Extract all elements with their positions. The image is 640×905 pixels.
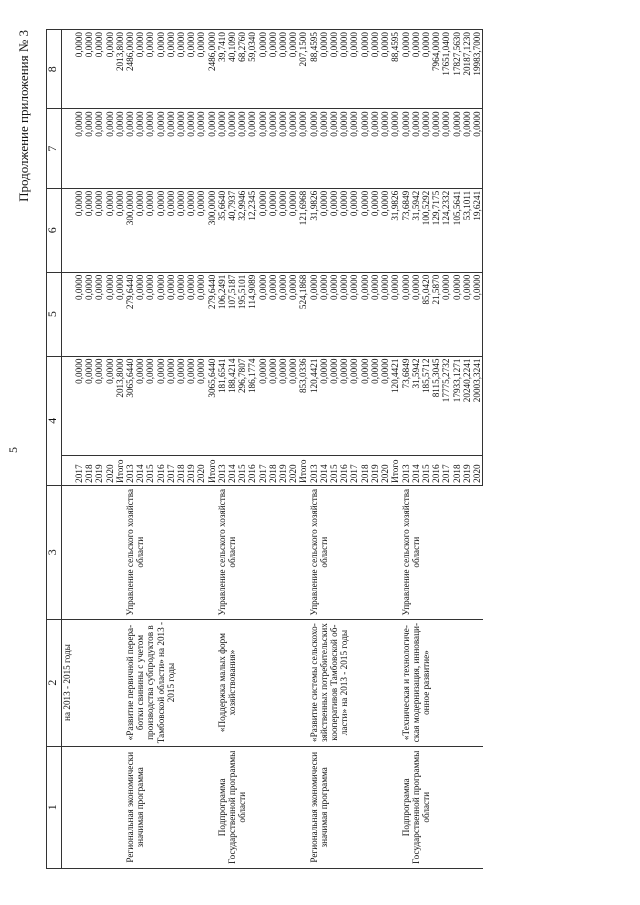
amount-cell: 0,0000: [329, 188, 339, 272]
amount-cell: 186,1774: [247, 356, 257, 456]
continuation-label: на 2013 - 2015 годы: [62, 619, 75, 746]
program-type-cell: [74, 746, 125, 868]
amount-cell: 0,0000: [268, 30, 278, 109]
amount-cell: 0,0000: [176, 188, 186, 272]
column-header: 8: [47, 30, 62, 109]
amount-cell: 0,0000: [105, 272, 115, 356]
amount-cell: 0,0000: [237, 109, 247, 188]
amount-cell: 0,0000: [115, 272, 125, 356]
amount-cell: 0,0000: [349, 356, 359, 456]
year-cell: 2018: [84, 456, 94, 485]
amount-cell: 0,0000: [207, 109, 217, 188]
amount-cell: 0,0000: [319, 109, 329, 188]
amount-cell: 0,0000: [247, 109, 257, 188]
amount-cell: 0,0000: [380, 272, 390, 356]
amount-cell: 0,0000: [145, 109, 155, 188]
amount-cell: 0,0000: [288, 356, 298, 456]
amount-cell: 0,0000: [156, 272, 166, 356]
amount-cell: 0,0000: [74, 109, 84, 188]
executor-cell: [74, 485, 125, 619]
amount-cell: 0,0000: [360, 356, 370, 456]
amount-cell: 296,7807: [237, 356, 247, 456]
amount-cell: 8115,3045: [431, 356, 441, 456]
amount-cell: 31,9826: [309, 188, 319, 272]
column-header: 3: [47, 485, 62, 619]
amount-cell: 0,0000: [411, 109, 421, 188]
amount-cell: 12,2345: [247, 188, 257, 272]
amount-cell: 21,5870: [431, 272, 441, 356]
amount-cell: 0,0000: [84, 109, 94, 188]
year-cell: 2020: [196, 456, 206, 485]
table-row: [217, 30, 227, 869]
year-cell: 2020: [288, 456, 298, 485]
amount-cell: 0,0000: [196, 188, 206, 272]
year-cell: 2014: [411, 456, 421, 485]
amount-cell: 0,0000: [370, 30, 380, 109]
year-cell: Итого: [390, 456, 400, 485]
amount-cell: 0,0000: [370, 356, 380, 456]
year-cell: 2015: [421, 456, 431, 485]
amount-cell: 20003,3241: [472, 356, 483, 456]
amount-cell: 0,0000: [360, 109, 370, 188]
amount-cell: 100,5292: [421, 188, 431, 272]
amount-cell: 0,0000: [115, 188, 125, 272]
amount-cell: 0,0000: [401, 30, 411, 109]
amount-cell: 53,1011: [462, 188, 472, 272]
amount-cell: 0,0000: [472, 272, 483, 356]
amount-cell: 3065,6440: [207, 356, 217, 456]
year-cell: 2014: [227, 456, 237, 485]
amount-cell: 0,0000: [94, 272, 104, 356]
amount-cell: 0,0000: [339, 109, 349, 188]
amount-cell: 0,0000: [115, 109, 125, 188]
amount-cell: 0,0000: [370, 188, 380, 272]
amount-cell: 0,0000: [278, 109, 288, 188]
year-cell: 2017: [74, 456, 84, 485]
amount-cell: 0,0000: [452, 272, 462, 356]
column-header: 4: [47, 356, 62, 485]
amount-cell: 114,9089: [247, 272, 257, 356]
amount-cell: 19983,7000: [472, 30, 483, 109]
amount-cell: 0,0000: [349, 272, 359, 356]
amount-cell: 0,0000: [258, 109, 268, 188]
amount-cell: 0,0000: [360, 30, 370, 109]
amount-cell: 207,1500: [298, 30, 308, 109]
appendix-title: Продолжение приложения № 3: [16, 30, 31, 202]
year-cell: 2014: [135, 456, 145, 485]
amount-cell: 0,0000: [186, 356, 196, 456]
amount-cell: 0,0000: [288, 188, 298, 272]
continuation-row: [62, 30, 75, 869]
year-cell: 2018: [176, 456, 186, 485]
amount-cell: 85,0420: [421, 272, 431, 356]
amount-cell: 0,0000: [217, 109, 227, 188]
amount-cell: 17775,2732: [441, 356, 451, 456]
amount-cell: 0,0000: [452, 109, 462, 188]
amount-cell: 0,0000: [339, 30, 349, 109]
amount-cell: 20240,2241: [462, 356, 472, 456]
year-cell: 2013: [309, 456, 319, 485]
year-cell: 2014: [319, 456, 329, 485]
table-header-row: [47, 30, 62, 869]
amount-cell: 853,0336: [298, 356, 308, 456]
amount-cell: 185,5712: [421, 356, 431, 456]
amount-cell: 0,0000: [186, 109, 196, 188]
amount-cell: 0,0000: [288, 272, 298, 356]
amount-cell: 0,0000: [258, 188, 268, 272]
amount-cell: 0,0000: [319, 30, 329, 109]
funding-table: [46, 29, 483, 869]
amount-cell: 0,0000: [227, 109, 237, 188]
amount-cell: 0,0000: [186, 188, 196, 272]
year-cell: 2017: [166, 456, 176, 485]
amount-cell: 181,6541: [217, 356, 227, 456]
amount-cell: 32,9946: [237, 188, 247, 272]
amount-cell: 0,0000: [105, 109, 115, 188]
amount-cell: 0,0000: [329, 272, 339, 356]
table-row: [309, 30, 319, 869]
amount-cell: 120,4421: [390, 356, 400, 456]
amount-cell: 2013,8000: [115, 356, 125, 456]
year-cell: 2016: [156, 456, 166, 485]
executor-cell: Управление сельского хозяйства области: [125, 485, 217, 619]
amount-cell: 20187,1230: [462, 30, 472, 109]
year-cell: 2018: [268, 456, 278, 485]
amount-cell: 0,0000: [176, 109, 186, 188]
amount-cell: 31,5942: [411, 356, 421, 456]
amount-cell: 0,0000: [462, 272, 472, 356]
year-cell: 2013: [217, 456, 227, 485]
amount-cell: 0,0000: [125, 109, 135, 188]
column-header: 5: [47, 272, 62, 356]
amount-cell: 0,0000: [176, 272, 186, 356]
amount-cell: 0,0000: [105, 30, 115, 109]
amount-cell: 0,0000: [472, 109, 483, 188]
amount-cell: 0,0000: [94, 109, 104, 188]
amount-cell: 0,0000: [166, 356, 176, 456]
amount-cell: 0,0000: [74, 356, 84, 456]
amount-cell: 0,0000: [278, 272, 288, 356]
amount-cell: 0,0000: [105, 356, 115, 456]
year-cell: 2020: [105, 456, 115, 485]
year-cell: 2015: [145, 456, 155, 485]
amount-cell: 88,4595: [390, 30, 400, 109]
amount-cell: 0,0000: [329, 30, 339, 109]
amount-cell: 0,0000: [349, 109, 359, 188]
amount-cell: 0,0000: [278, 188, 288, 272]
amount-cell: 0,0000: [380, 356, 390, 456]
amount-cell: 0,0000: [309, 109, 319, 188]
amount-cell: 300,0000: [125, 188, 135, 272]
amount-cell: 120,4421: [309, 356, 319, 456]
program-type-cell: Региональная экономически значимая программа: [309, 746, 401, 868]
amount-cell: 40,7937: [227, 188, 237, 272]
amount-cell: 524,1868: [298, 272, 308, 356]
amount-cell: 0,0000: [278, 356, 288, 456]
program-type-cell: Подпрограмма Государственной программы области: [217, 746, 309, 868]
year-cell: 2019: [278, 456, 288, 485]
amount-cell: 0,0000: [370, 109, 380, 188]
amount-cell: 0,0000: [84, 272, 94, 356]
amount-cell: 17933,1271: [452, 356, 462, 456]
amount-cell: 0,0000: [135, 188, 145, 272]
amount-cell: 300,0000: [207, 188, 217, 272]
amount-cell: 0,0000: [156, 356, 166, 456]
amount-cell: 188,4214: [227, 356, 237, 456]
amount-cell: 0,0000: [135, 30, 145, 109]
amount-cell: 0,0000: [268, 356, 278, 456]
program-name-cell: [74, 619, 125, 746]
year-cell: 2013: [125, 456, 135, 485]
amount-cell: 3065,6440: [125, 356, 135, 456]
amount-cell: 0,0000: [329, 109, 339, 188]
amount-cell: 0,0000: [298, 109, 308, 188]
amount-cell: 0,0000: [329, 356, 339, 456]
amount-cell: 0,0000: [135, 109, 145, 188]
amount-cell: 0,0000: [288, 109, 298, 188]
amount-cell: 0,0000: [84, 30, 94, 109]
amount-cell: 0,0000: [156, 109, 166, 188]
column-header: 6: [47, 188, 62, 272]
amount-cell: 0,0000: [421, 109, 431, 188]
amount-cell: 0,0000: [166, 188, 176, 272]
amount-cell: 0,0000: [258, 30, 268, 109]
amount-cell: 0,0000: [84, 188, 94, 272]
amount-cell: 0,0000: [145, 272, 155, 356]
amount-cell: 0,0000: [258, 356, 268, 456]
amount-cell: 0,0000: [339, 188, 349, 272]
amount-cell: 0,0000: [462, 109, 472, 188]
amount-cell: 31,9826: [390, 188, 400, 272]
amount-cell: 35,6640: [217, 188, 227, 272]
year-cell: 2017: [349, 456, 359, 485]
amount-cell: 0,0000: [94, 356, 104, 456]
executor-cell: Управление сельского хозяйства области: [217, 485, 309, 619]
amount-cell: 0,0000: [145, 188, 155, 272]
amount-cell: 0,0000: [135, 272, 145, 356]
program-name-cell: «Развитие системы сельскохо-зяйственных потребительских кооперативов Тамбовской об-ласти» на 2013 - 2015 годы: [309, 619, 401, 746]
executor-cell: Управление сельского хозяйства области: [309, 485, 401, 619]
amount-cell: 0,0000: [94, 188, 104, 272]
year-cell: Итого: [115, 456, 125, 485]
amount-cell: 0,0000: [421, 30, 431, 109]
amount-cell: 2013,8000: [115, 30, 125, 109]
amount-cell: 0,0000: [380, 188, 390, 272]
amount-cell: 17827,5630: [452, 30, 462, 109]
amount-cell: 279,6440: [125, 272, 135, 356]
program-name-cell: «Поддержка малых форм хозяйствования»: [217, 619, 309, 746]
amount-cell: 0,0000: [186, 272, 196, 356]
amount-cell: 0,0000: [196, 30, 206, 109]
amount-cell: 124,2332: [441, 188, 451, 272]
amount-cell: 195,5101: [237, 272, 247, 356]
year-cell: 2020: [380, 456, 390, 485]
amount-cell: 0,0000: [196, 109, 206, 188]
amount-cell: 88,4595: [309, 30, 319, 109]
amount-cell: 0,0000: [380, 30, 390, 109]
amount-cell: 0,0000: [74, 188, 84, 272]
amount-cell: 31,5942: [411, 188, 421, 272]
year-cell: 2019: [186, 456, 196, 485]
amount-cell: 0,0000: [74, 272, 84, 356]
amount-cell: 59,0340: [247, 30, 257, 109]
amount-cell: 0,0000: [349, 30, 359, 109]
amount-cell: 0,0000: [360, 272, 370, 356]
program-name-cell: «Техническая и технологиче-ская модернизация, инноваци-онное развитие»: [401, 619, 483, 746]
amount-cell: 0,0000: [370, 272, 380, 356]
amount-cell: 2486,0000: [207, 30, 217, 109]
amount-cell: 0,0000: [319, 188, 329, 272]
amount-cell: 129,7175: [431, 188, 441, 272]
amount-cell: 0,0000: [176, 30, 186, 109]
year-cell: 2020: [472, 456, 483, 485]
amount-cell: 0,0000: [278, 30, 288, 109]
amount-cell: 0,0000: [411, 272, 421, 356]
amount-cell: 0,0000: [411, 30, 421, 109]
year-cell: 2015: [237, 456, 247, 485]
amount-cell: 0,0000: [319, 272, 329, 356]
amount-cell: 73,6849: [401, 356, 411, 456]
amount-cell: 0,0000: [145, 30, 155, 109]
column-header: 7: [47, 109, 62, 188]
amount-cell: 40,1090: [227, 30, 237, 109]
column-header: 2: [47, 619, 62, 746]
amount-cell: 0,0000: [268, 109, 278, 188]
year-cell: 2016: [247, 456, 257, 485]
amount-cell: 121,6968: [298, 188, 308, 272]
amount-cell: 106,2491: [217, 272, 227, 356]
amount-cell: 0,0000: [401, 272, 411, 356]
year-cell: 2018: [452, 456, 462, 485]
amount-cell: 0,0000: [349, 188, 359, 272]
amount-cell: 0,0000: [360, 188, 370, 272]
year-cell: 2019: [94, 456, 104, 485]
year-cell: Итого: [298, 456, 308, 485]
year-cell: 2017: [258, 456, 268, 485]
amount-cell: 17651,0400: [441, 30, 451, 109]
amount-cell: 2486,0000: [125, 30, 135, 109]
amount-cell: 0,0000: [156, 30, 166, 109]
amount-cell: 0,0000: [441, 109, 451, 188]
amount-cell: 0,0000: [319, 356, 329, 456]
amount-cell: 0,0000: [441, 272, 451, 356]
year-cell: 2016: [339, 456, 349, 485]
amount-cell: 0,0000: [105, 188, 115, 272]
year-cell: Итого: [207, 456, 217, 485]
amount-cell: 105,5641: [452, 188, 462, 272]
program-type-cell: Региональная экономически значимая программа: [125, 746, 217, 868]
table-row: [74, 30, 84, 869]
amount-cell: 0,0000: [390, 109, 400, 188]
amount-cell: 0,0000: [186, 30, 196, 109]
year-cell: 2018: [360, 456, 370, 485]
amount-cell: 0,0000: [166, 109, 176, 188]
amount-cell: 0,0000: [309, 272, 319, 356]
amount-cell: 0,0000: [339, 356, 349, 456]
amount-cell: 0,0000: [166, 272, 176, 356]
amount-cell: 68,2760: [237, 30, 247, 109]
amount-cell: 0,0000: [176, 356, 186, 456]
amount-cell: 0,0000: [156, 188, 166, 272]
amount-cell: 279,6440: [207, 272, 217, 356]
table-row: [401, 30, 411, 869]
amount-cell: 0,0000: [74, 30, 84, 109]
table-row: [125, 30, 135, 869]
amount-cell: 7964,0000: [431, 30, 441, 109]
column-header: 1: [47, 746, 62, 868]
amount-cell: 0,0000: [288, 30, 298, 109]
amount-cell: 0,0000: [268, 188, 278, 272]
amount-cell: 0,0000: [145, 356, 155, 456]
year-cell: 2019: [462, 456, 472, 485]
amount-cell: 0,0000: [94, 30, 104, 109]
year-cell: 2017: [441, 456, 451, 485]
amount-cell: 107,5187: [227, 272, 237, 356]
year-cell: 2019: [370, 456, 380, 485]
year-cell: 2015: [329, 456, 339, 485]
year-cell: 2013: [401, 456, 411, 485]
amount-cell: 0,0000: [401, 109, 411, 188]
program-type-cell: Подпрограмма Государственной программы области: [401, 746, 483, 868]
executor-cell: Управление сельского хозяйства области: [401, 485, 483, 619]
amount-cell: 0,0000: [268, 272, 278, 356]
amount-cell: 0,0000: [431, 109, 441, 188]
amount-cell: 39,7410: [217, 30, 227, 109]
amount-cell: 0,0000: [166, 30, 176, 109]
amount-cell: 73,6849: [401, 188, 411, 272]
amount-cell: 0,0000: [135, 356, 145, 456]
amount-cell: 0,0000: [390, 272, 400, 356]
amount-cell: 0,0000: [196, 356, 206, 456]
amount-cell: 0,0000: [84, 356, 94, 456]
amount-cell: 0,0000: [258, 272, 268, 356]
program-name-cell: «Развитие первичной перера-ботки свинины с учетом производства субпродуктов в Тамбовской области» на 2013 - 2015 годы: [125, 619, 217, 746]
amount-cell: 0,0000: [339, 272, 349, 356]
amount-cell: 0,0000: [196, 272, 206, 356]
year-cell: 2016: [431, 456, 441, 485]
amount-cell: 0,0000: [380, 109, 390, 188]
page-number: 5: [6, 447, 20, 453]
amount-cell: 19,6241: [472, 188, 483, 272]
